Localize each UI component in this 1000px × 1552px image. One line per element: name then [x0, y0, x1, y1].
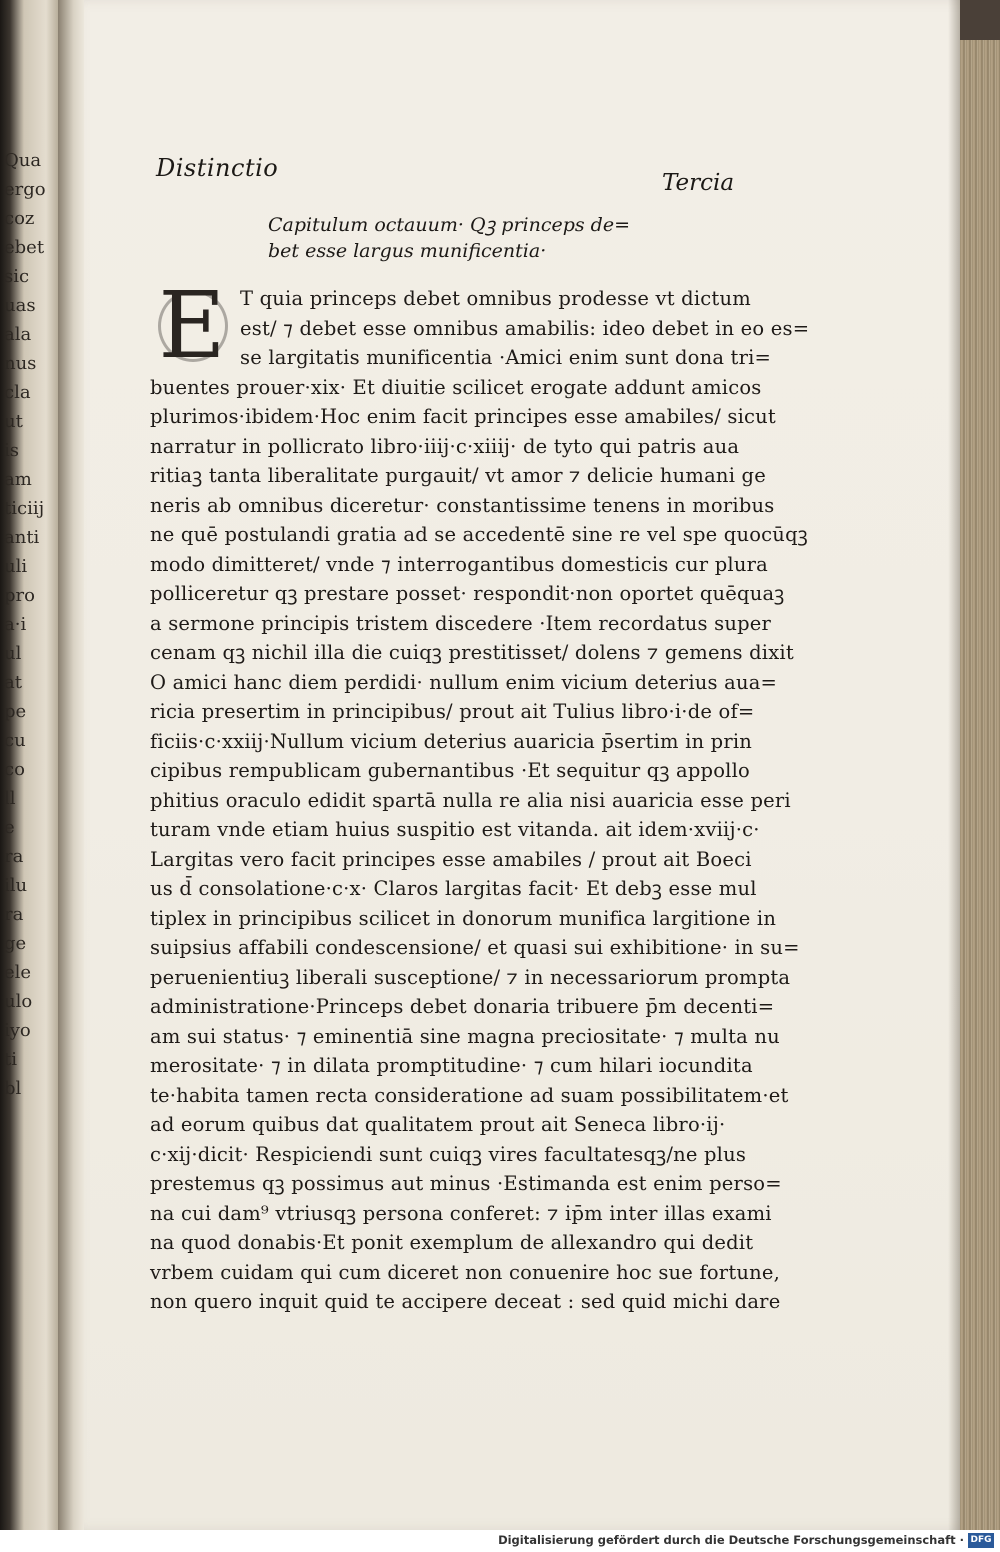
facing-page-fragment: ala — [4, 324, 32, 345]
text-line: buentes prouer·xix· Et diuitie scilicet erogate addunt amicos — [150, 375, 762, 399]
page-gutter — [58, 0, 84, 1530]
facing-page-fragment: ti — [4, 1049, 17, 1070]
facing-page-fragment: a·i — [4, 614, 27, 635]
facing-page-fragment: coz — [4, 208, 35, 229]
text-line: ficiis·c·xxiij·Nullum vicium deterius auaricia p̄sertim in prin — [150, 729, 753, 753]
facing-page-fragment: ut — [4, 411, 23, 432]
facing-page-fragment: ra — [4, 904, 24, 925]
facing-page-fragment: ge — [4, 933, 27, 954]
book-fore-edge — [960, 0, 1000, 1530]
facing-page-fragment: anti — [4, 527, 40, 548]
chapter-heading — [268, 212, 631, 264]
text-line: am sui status· ⁊ eminentiā sine magna preciositate· ⁊ multa nu — [150, 1024, 780, 1048]
chapter-heading-line: bet esse largus munificentia· — [268, 240, 547, 262]
text-line: vrbem cuidam qui cum diceret non conuenire hoc sue fortune, — [150, 1260, 781, 1284]
text-line: na quod donabis·Et ponit exemplum de allexandro qui dedit — [150, 1231, 754, 1254]
text-line: te·habita tamen recta consideratione ad suam possibilitatem·et — [150, 1083, 789, 1107]
facing-page-fragment: ergo — [4, 179, 46, 200]
facing-page-fragment: ticiij — [4, 498, 45, 519]
text-line: ne quē postulandi gratia ad se accedentē sine re vel spe quocūqꝫ — [150, 523, 808, 546]
text-line: non quero inquit quid te accipere deceat : sed quid michi dare — [150, 1290, 781, 1313]
facing-page-fragment: ilu — [4, 875, 28, 896]
text-line: merositate· ⁊ in dilata promptitudine· ⁊ cum hilari iocundita — [150, 1054, 753, 1077]
text-line: T quia princeps debet omnibus prodesse vt dictum — [240, 287, 751, 310]
facing-page-fragment: co — [4, 759, 25, 780]
facing-page-fragment: nus — [4, 353, 37, 374]
facing-page-fragment: is — [4, 440, 19, 461]
text-line: prestemus qꝫ possimus aut minus ·Estimanda est enim perso= — [150, 1172, 782, 1195]
facing-page-fragment: ul — [4, 643, 22, 664]
facing-page-fragment: ll — [4, 788, 16, 809]
footer-bar — [0, 1530, 1000, 1552]
text-line: tiplex in principibus scilicet in donorum munifica largitione in — [150, 906, 777, 930]
text-line: neris ab omnibus diceretur· constantissime tenens in moribus — [150, 493, 775, 517]
text-line: turam vnde etiam huius suspitio est vitanda. ait idem·xviij·c· — [150, 818, 760, 841]
text-line: est/ ⁊ debet esse omnibus amabilis: ideo debet in eo es= — [240, 316, 810, 340]
facing-page-fragment: Qua — [4, 150, 42, 171]
text-line: phitius oraculo edidit spartā nulla re alia nisi auaricia esse peri — [150, 788, 791, 812]
text-line: narratur in pollicrato libro·iiij·c·xiiij· de tyto qui patris aua — [150, 434, 740, 458]
text-line: c·xij·dicit· Respiciendi sunt cuiqꝫ vires facultatesqꝫ/ne plus — [150, 1142, 747, 1166]
chapter-heading-line: Capitulum octauum· Qꝫ princeps de= — [268, 214, 631, 236]
text-line: a sermone principis tristem discedere ·Item recordatus super — [150, 611, 772, 635]
facing-page-fragment: iyo — [4, 1020, 31, 1041]
facing-page-fragment: cu — [4, 730, 26, 751]
initial-letter: E — [158, 272, 226, 379]
text-line: cenam qꝫ nichil illa die cuiqꝫ prestitisset/ dolens ⁊ gemens dixit — [150, 641, 794, 664]
text-line: plurimos·ibidem·Hoc enim facit principes esse amabiles/ sicut — [150, 405, 776, 428]
facing-page-fragment: pe — [4, 701, 27, 722]
facing-page-fragment: ra — [4, 846, 24, 867]
facing-page-text-fragments — [0, 0, 46, 1530]
text-line: O amici hanc diem perdidi· nullum enim vicium deterius aua= — [150, 670, 778, 694]
text-line: peruenientiuꝫ liberali susceptione/ ⁊ in necessariorum prompta — [150, 965, 791, 989]
funding-credit: Digitalisierung gefördert durch die Deutsche Forschungsgemeinschaft · — [498, 1533, 964, 1547]
text-line: us d̄ consolatione·c·x· Claros largitas facit· Et debꝫ esse mul — [150, 877, 757, 900]
text-line: administratione·Princeps debet donaria tribuere p̄m decenti= — [150, 995, 775, 1018]
text-line: cipibus rempublicam gubernantibus ·Et sequitur qꝫ appollo — [150, 759, 750, 782]
dfg-logo-icon: DFG — [968, 1533, 994, 1548]
facing-page-fragment: at — [4, 672, 22, 693]
facing-page-fragment: ele — [4, 962, 32, 983]
scan-corner — [960, 0, 1000, 40]
facing-page-fragment: am — [4, 469, 32, 490]
text-line: Largitas vero facit principes esse amabiles / prout ait Boeci — [150, 847, 752, 871]
text-line: suipsius affabili condescensione/ et quasi sui exhibitione· in su= — [150, 936, 800, 959]
text-line: ritiaꝫ tanta liberalitate purgauit/ vt amor ⁊ delicie humani ge — [150, 464, 766, 487]
facing-page-fragment: sic — [4, 266, 30, 287]
facing-page-fragment: bl — [4, 1078, 22, 1099]
text-line: polliceretur qꝫ prestare posset· respondit·non oportet quēquaꝫ — [150, 582, 785, 605]
facing-page-fragment: e — [4, 817, 15, 838]
body-text — [150, 272, 810, 1317]
text-line: na cui dam⁹ vtriusqꝫ persona conferet: ⁊ ip̄m inter illas exami — [150, 1201, 772, 1225]
facing-page-fragment: ulo — [4, 991, 33, 1012]
facing-page-fragment: cla — [4, 382, 31, 403]
facing-page-fragment: uli — [4, 556, 28, 577]
facing-page-fragment: ebet — [4, 237, 45, 258]
facing-page-edge — [0, 0, 60, 1530]
text-line: modo dimitteret/ vnde ⁊ interrogantibus domesticis cur plura — [150, 552, 768, 576]
facing-page-fragment: uas — [4, 295, 36, 316]
text-line: ricia presertim in principibus/ prout ait Tulius libro·i·de of= — [150, 700, 755, 723]
running-head-left: Distinctio — [156, 154, 279, 182]
text-line: ad eorum quibus dat qualitatem prout ait Seneca libro·ij· — [150, 1113, 726, 1136]
running-head-right: Tercia — [662, 170, 735, 196]
facing-page-fragment: pro — [4, 585, 35, 606]
text-line: se largitatis munificentia ·Amici enim sunt dona tri= — [240, 346, 772, 369]
